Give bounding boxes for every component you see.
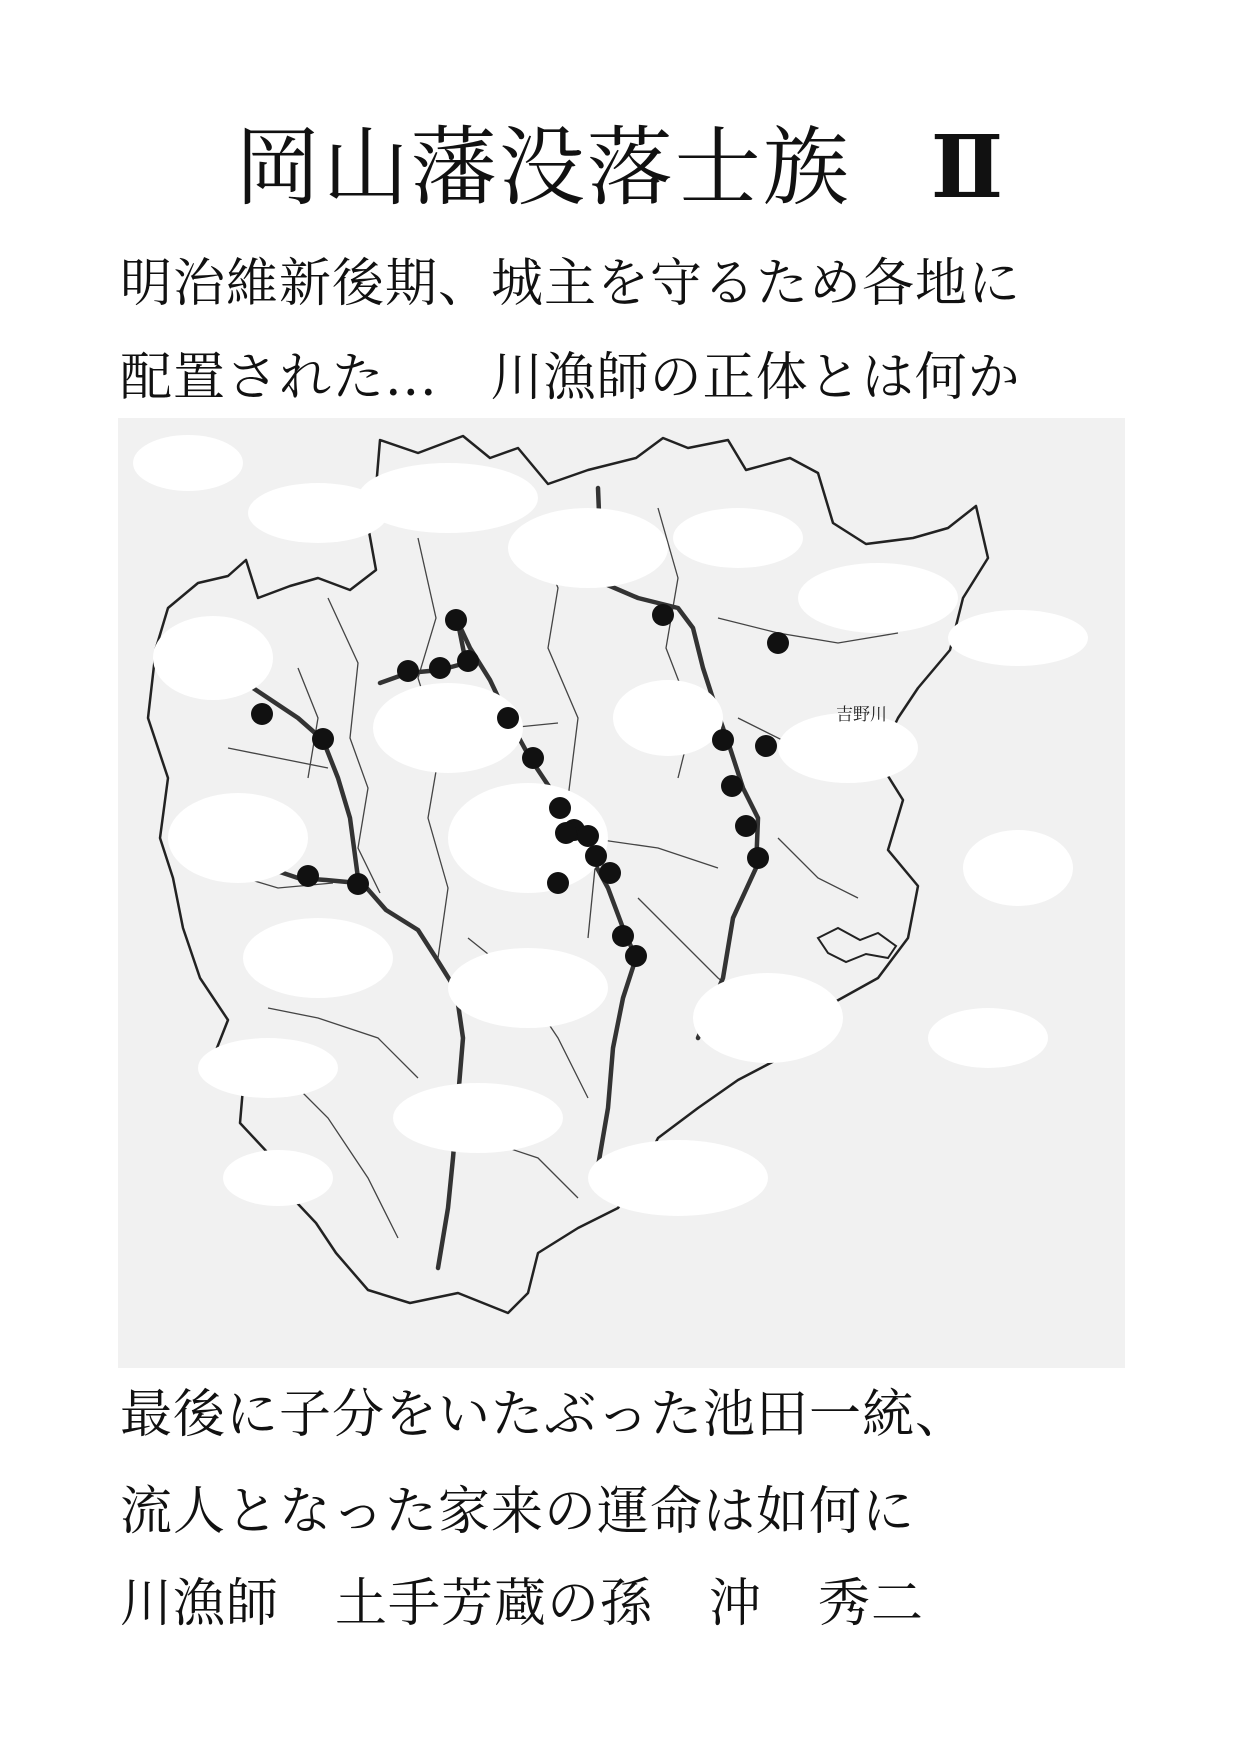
marker bbox=[755, 735, 777, 757]
marker bbox=[347, 873, 369, 895]
marker bbox=[599, 862, 621, 884]
marker bbox=[625, 945, 647, 967]
marker bbox=[312, 728, 334, 750]
title-main: 岡山藩没落士族 bbox=[234, 118, 851, 218]
marker bbox=[445, 609, 467, 631]
author-relation: 土手芳蔵の孫 bbox=[335, 1574, 654, 1634]
author-surname: 沖 bbox=[709, 1574, 763, 1634]
marker bbox=[747, 847, 769, 869]
okayama-river-map bbox=[118, 418, 1125, 1368]
author-line bbox=[120, 1572, 924, 1636]
footer-line-2: 流人となった家来の運命は如何に bbox=[120, 1482, 916, 1542]
marker bbox=[251, 703, 273, 725]
marker bbox=[721, 775, 743, 797]
author-prefix: 川漁師 bbox=[120, 1574, 280, 1634]
page-title bbox=[0, 118, 1240, 218]
marker bbox=[585, 845, 607, 867]
marker bbox=[547, 872, 569, 894]
marker bbox=[555, 822, 577, 844]
marker bbox=[297, 865, 319, 887]
footer-line-1: 最後に子分をいたぶった池田一統、 bbox=[120, 1385, 969, 1445]
marker bbox=[652, 604, 674, 626]
marker bbox=[577, 825, 599, 847]
marker bbox=[457, 650, 479, 672]
marker bbox=[712, 729, 734, 751]
marker bbox=[735, 815, 757, 837]
marker bbox=[767, 632, 789, 654]
title-volume-numeral: Ⅱ bbox=[930, 117, 1006, 218]
marker bbox=[522, 747, 544, 769]
subtitle-line-2: 配置された... 川漁師の正体とは何か bbox=[120, 348, 1021, 408]
marker bbox=[549, 797, 571, 819]
marker bbox=[429, 657, 451, 679]
map-svg bbox=[118, 418, 1125, 1368]
marker bbox=[497, 707, 519, 729]
marker bbox=[612, 925, 634, 947]
subtitle-line-1: 明治維新後期、城主を守るため各地に bbox=[120, 254, 1022, 314]
river-label-yoshino: 吉野川 bbox=[836, 705, 887, 725]
marker bbox=[397, 660, 419, 682]
author-given-name: 秀二 bbox=[818, 1574, 925, 1634]
